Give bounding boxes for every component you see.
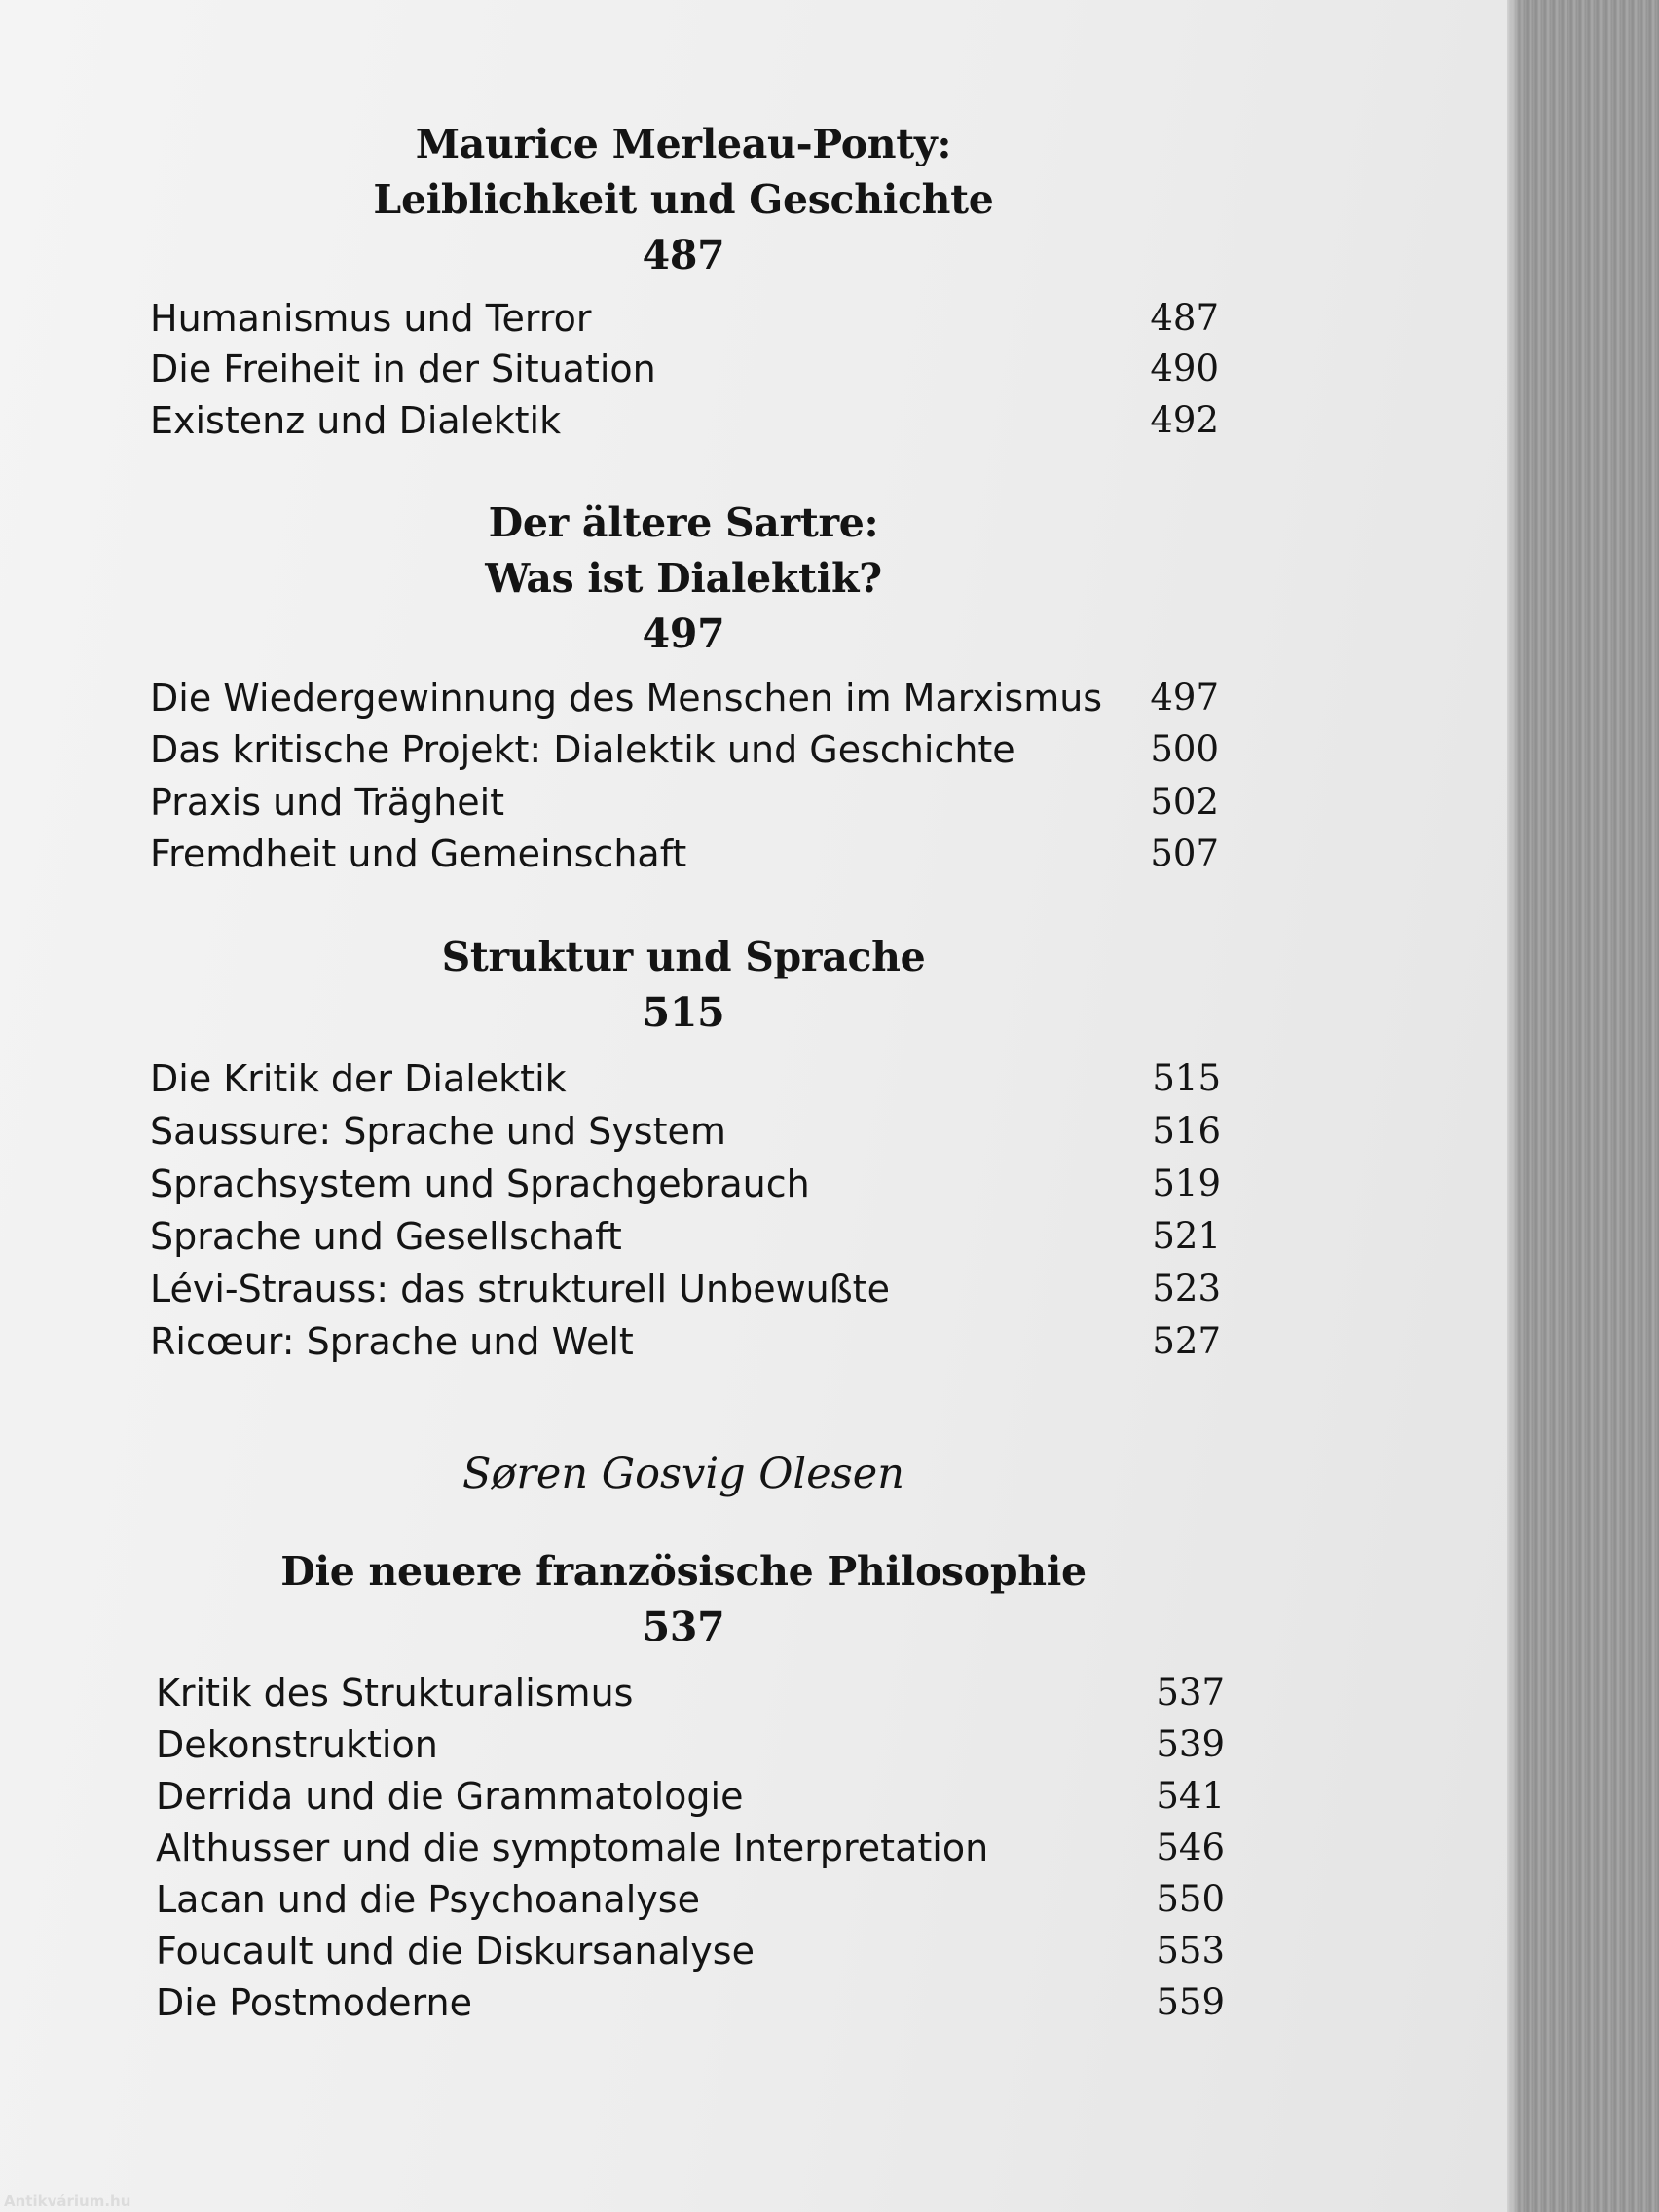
toc-entry-title: Fremdheit und Gemeinschaft [150, 832, 687, 875]
toc-entry-page: 500 [1150, 728, 1219, 770]
toc-entry-page: 502 [1150, 781, 1219, 823]
toc-entry-title: Existenz und Dialektik [150, 399, 562, 442]
section-heading [0, 496, 1367, 662]
toc-entry[interactable] [156, 1770, 1225, 1823]
toc-entry-title: Sprachsystem und Sprachgebrauch [150, 1162, 810, 1205]
toc-entry-page: 492 [1150, 399, 1219, 441]
toc-entry-page: 519 [1152, 1162, 1221, 1204]
toc-entry-title: Foucault und die Diskursanalyse [156, 1930, 755, 1972]
section-title-line: Leiblichkeit und Geschichte [373, 176, 994, 223]
toc-entry-page: 523 [1152, 1268, 1221, 1309]
toc-entry-title: Saussure: Sprache und System [150, 1110, 726, 1153]
section-page-number: 487 [642, 232, 725, 278]
toc-entry-title: Die Wiedergewinnung des Menschen im Marxismus [150, 677, 1103, 719]
section-page-number: 515 [642, 989, 725, 1036]
toc-entry-page: 497 [1150, 677, 1219, 719]
toc-entry[interactable] [156, 1667, 1225, 1719]
toc-entry-page: 553 [1156, 1930, 1225, 1972]
toc-entry-title: Derrida und die Grammatologie [156, 1775, 744, 1818]
toc-entry-title: Sprache und Gesellschaft [150, 1215, 622, 1258]
toc-entry-title: Kritik des Strukturalismus [156, 1672, 634, 1714]
toc-entry-page: 516 [1152, 1110, 1221, 1152]
toc-entry-page: 515 [1152, 1057, 1221, 1099]
toc-entry[interactable] [150, 292, 1219, 345]
toc-entry[interactable] [156, 1925, 1225, 1977]
toc-entry-page: 541 [1156, 1775, 1225, 1817]
toc-entry-title: Ricœur: Sprache und Welt [150, 1320, 634, 1363]
toc-entry-title: Humanismus und Terror [150, 297, 592, 340]
toc-entry-page: 546 [1156, 1826, 1225, 1868]
toc-entry[interactable] [150, 343, 1219, 395]
toc-entry[interactable] [150, 1210, 1221, 1263]
section-heading [0, 930, 1367, 1041]
author-name: Søren Gosvig Olesen [462, 1450, 904, 1498]
toc-entry-page: 521 [1152, 1215, 1221, 1257]
toc-entry[interactable] [150, 1263, 1221, 1315]
section-page-number: 497 [642, 610, 725, 657]
toc-entry-page: 507 [1150, 832, 1219, 874]
toc-entry[interactable] [150, 1105, 1221, 1158]
toc-entry-title: Die Freiheit in der Situation [150, 348, 656, 390]
toc-entry-page: 559 [1156, 1981, 1225, 2023]
toc-entry-page: 527 [1152, 1320, 1221, 1362]
section-heading [0, 1544, 1367, 1655]
page-stack-edge [1507, 0, 1659, 2212]
watermark: Antikvárium.hu [4, 2193, 131, 2210]
section-title-line: Was ist Dialektik? [485, 555, 882, 602]
toc-entry[interactable] [150, 776, 1219, 829]
toc-entry[interactable] [150, 672, 1219, 724]
toc-entry[interactable] [156, 1976, 1225, 2029]
toc-entry-page: 487 [1150, 297, 1219, 339]
toc-entry-title: Die Postmoderne [156, 1981, 472, 2024]
section-page-number: 537 [642, 1604, 725, 1650]
section-title-line: Maurice Merleau-Ponty: [415, 121, 952, 167]
toc-entry-title: Lacan und die Psychoanalyse [156, 1878, 700, 1921]
toc-entry-title: Die Kritik der Dialektik [150, 1057, 567, 1100]
toc-entry-page: 537 [1156, 1672, 1225, 1714]
toc-entry[interactable] [156, 1873, 1225, 1926]
toc-entry[interactable] [150, 1158, 1221, 1210]
toc-entry-page: 539 [1156, 1723, 1225, 1765]
section-title-line: Struktur und Sprache [441, 934, 926, 980]
toc-entry-page: 490 [1150, 348, 1219, 389]
toc-entry-title: Das kritische Projekt: Dialektik und Geschichte [150, 728, 1015, 771]
section-title-line: Der ältere Sartre: [488, 499, 879, 546]
toc-entry[interactable] [150, 828, 1219, 880]
toc-entry-title: Lévi-Strauss: das strukturell Unbewußte [150, 1268, 890, 1310]
toc-entry-title: Praxis und Trägheit [150, 781, 505, 824]
section-heading [0, 117, 1367, 283]
toc-entry-title: Althusser und die symptomale Interpretation [156, 1826, 989, 1869]
toc-entry[interactable] [150, 394, 1219, 447]
toc-entry-title: Dekonstruktion [156, 1723, 438, 1766]
toc-entry-page: 550 [1156, 1878, 1225, 1920]
toc-entry[interactable] [156, 1718, 1225, 1771]
toc-entry[interactable] [156, 1822, 1225, 1874]
toc-entry[interactable] [150, 1315, 1221, 1368]
toc-entry[interactable] [150, 723, 1219, 776]
toc-entry[interactable] [150, 1052, 1221, 1105]
section-title-line: Die neuere französische Philosophie [280, 1548, 1087, 1595]
